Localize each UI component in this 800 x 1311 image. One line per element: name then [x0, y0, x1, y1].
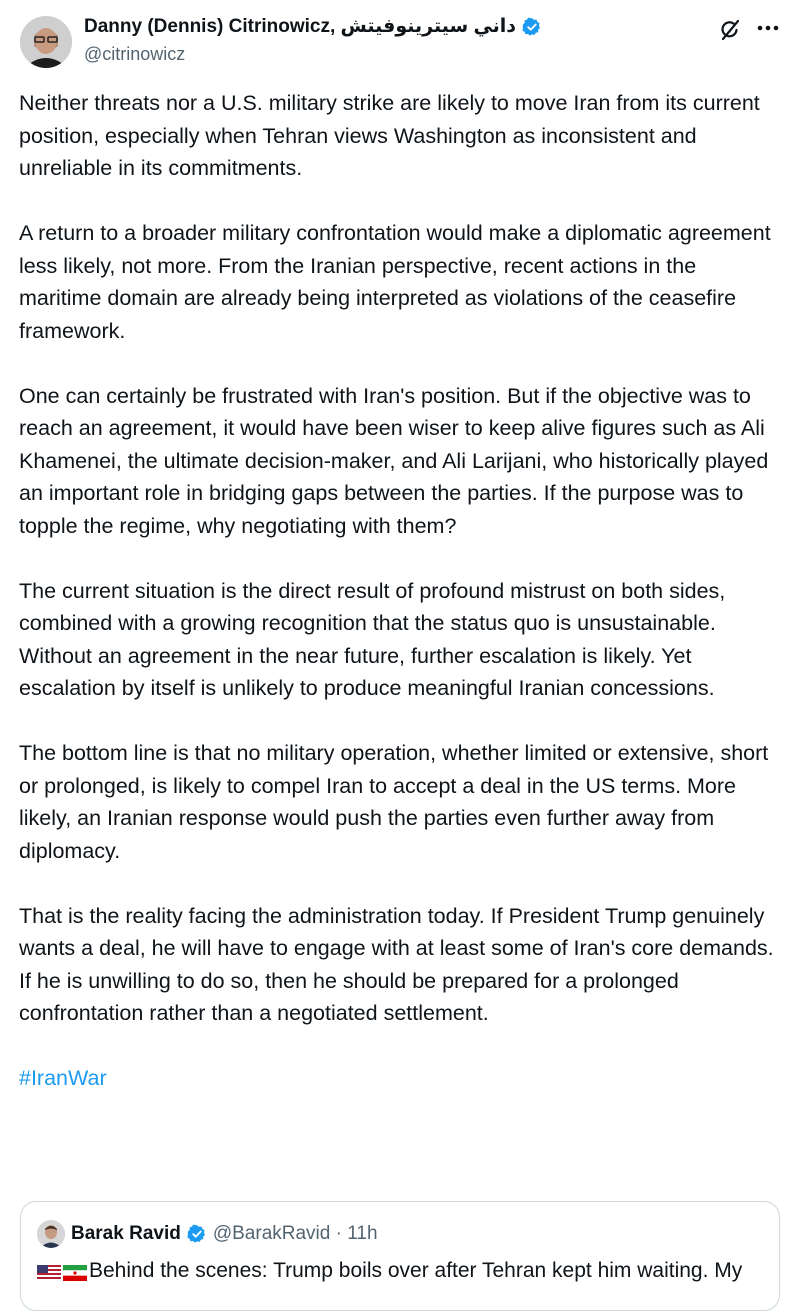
verified-badge-icon	[187, 1224, 207, 1244]
author-name-text: Danny (Dennis) Citrinowicz, داني سيترينوفيتش	[84, 16, 517, 37]
more-icon[interactable]	[754, 16, 782, 40]
quoted-tweet-text	[37, 1259, 742, 1283]
tweet-paragraph: Neither threats nor a U.S. military strike are likely to move Iran from its current position, especially when Tehran views Washington as inconsistent and unreliable in its commitments.	[19, 91, 760, 180]
tweet-paragraph: The current situation is the direct result of profound mistrust on both sides, combined with a growing recognition that the status quo is unsustainable. Without an agreement in the near future, further escalation is likely. Yet escalation by itself is unlikely to produce meaningful Iranian concessions.	[19, 578, 726, 700]
tweet-paragraph: One can certainly be frustrated with Iran's position. But if the objective was to reach an agreement, it would have been wiser to keep alive figures such as Ali Khamenei, the ultimate decision-maker, and Ali Larijani, who historically played an important role in bridging gaps between the parties. If the purpose was to topple the regime, why negotiating with them?	[19, 383, 769, 538]
quoted-tweet-header	[37, 1220, 378, 1248]
tweet-header	[0, 0, 800, 80]
author-handle[interactable]: @citrinowicz	[84, 44, 186, 64]
grok-icon[interactable]	[718, 18, 742, 42]
tweet-paragraph: That is the reality facing the administration today. If President Trump genuinely wants a deal, he will have to engage with at least some of Iran's core demands. If he is unwilling to do so, then he should be prepared for a prolonged confrontation rather than a negotiated settlement.	[19, 903, 774, 1025]
tweet-paragraph: The bottom line is that no military operation, whether limited or extensive, short or prolonged, is likely to compel Iran to accept a deal in the US terms. More likely, an Iranian response would push the parties even further away from diplomacy.	[19, 741, 769, 863]
quoted-tweet[interactable]	[20, 1201, 780, 1311]
us-flag-icon	[37, 1263, 61, 1279]
verified-badge-icon	[522, 17, 542, 37]
author-display-name[interactable]	[84, 15, 542, 38]
quoted-author-avatar[interactable]	[37, 1220, 65, 1248]
hashtag-link[interactable]: #IranWar	[19, 1066, 107, 1090]
quoted-tweet-body: Behind the scenes: Trump boils over after Tehran kept him waiting. My	[89, 1259, 743, 1282]
author-avatar[interactable]	[20, 16, 72, 68]
iran-flag-icon	[63, 1263, 87, 1279]
tweet-paragraph: A return to a broader military confrontation would make a diplomatic agreement less likely, not more. From the Iranian perspective, recent actions in the maritime domain are already being interpreted as violations of the ceasefire framework.	[19, 221, 771, 343]
quoted-author-name[interactable]: Barak Ravid	[71, 1223, 181, 1244]
tweet-text	[19, 87, 784, 1127]
quoted-author-handle-time[interactable]: @BarakRavid · 11h	[212, 1223, 378, 1244]
